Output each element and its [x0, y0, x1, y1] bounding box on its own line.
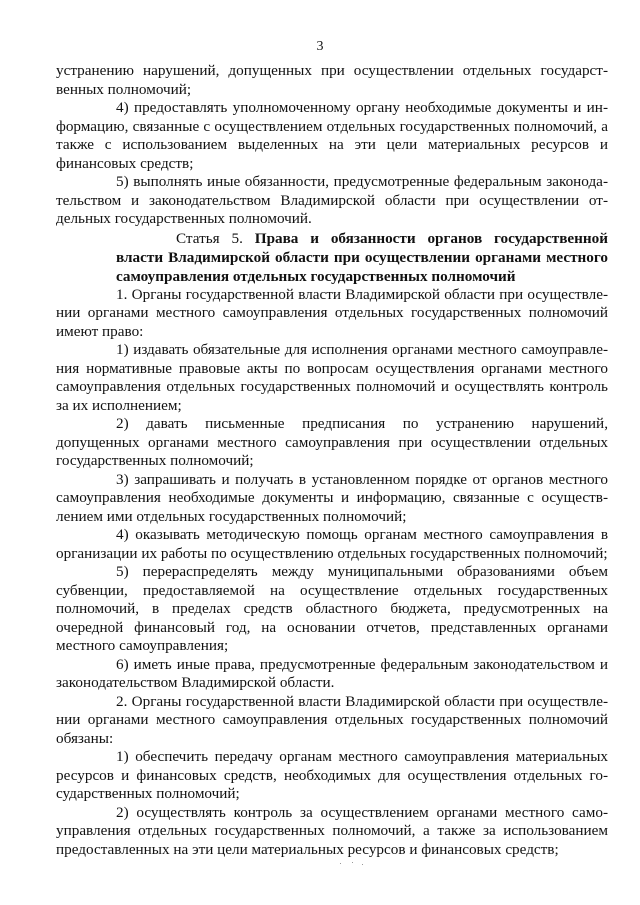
paragraph: 3) запрашивать и получать в установленном порядке от органов местного самоуправления необходимые документы и информацию, связанные с осуществлением ими отдельных государственных полномочий;	[56, 470, 608, 525]
article-heading	[56, 229, 608, 286]
document-body	[56, 62, 608, 859]
paragraph: 5) выполнять иные обязанности, предусмотренные федеральным законодательством и законодательством Владимирской области при осуществлении отдельных государственных полномочий.	[56, 173, 608, 227]
paragraph: 4) оказывать методическую помощь органам местного самоуправления в организации их работы по осуществлению отдельных государственных полномочий;	[56, 526, 608, 562]
paragraph: 5) перераспределять между муниципальными образованиями объем субвенции, предоставляемой на осуществление отдельных государственных полномочий, в пределах средств областного бюджета, предусмотренных на очередной финансовый год, на основании отчетов, представленных органами местного самоуправления;	[56, 563, 608, 654]
article-number-label: Статья 5.	[176, 229, 243, 247]
paragraph: 6) иметь иные права, предусмотренные федеральным законодательством и законодательством Владимирской области.	[56, 655, 608, 691]
scan-speck	[352, 862, 353, 863]
paragraph: устранению нарушений, допущенных при осуществлении отдельных государственных полномочий;	[56, 62, 608, 98]
paragraph: 2. Органы государственной власти Владимирской области при осуществлении органами местного самоуправления отдельных государственных полномочий обязаны:	[56, 692, 608, 747]
scan-speck	[340, 863, 341, 864]
page-number: 3	[316, 39, 324, 54]
paragraph: 1. Органы государственной власти Владимирской области при осуществлении органами местного самоуправления отдельных государственных полномочий имеют право:	[56, 285, 608, 340]
paragraph: 2) осуществлять контроль за осуществлением органами местного самоуправления отдельных государственных полномочий, а также за использованием предоставленных на эти цели материальных ресурсов и финансовых средств;	[56, 803, 608, 858]
article-title: Права и обязанности органов государственной власти Владимирской области при осуществлении органами местного самоуправления отдельных государственных полномочий	[116, 229, 609, 285]
scan-speck	[362, 864, 363, 865]
paragraph: 4) предоставлять уполномоченному органу необходимые документы и информацию, связанные с осуществлением отдельных государственных полномочий, а также с использованием выделенных на эти цели материальных ресурсов и финансовых средств;	[56, 99, 608, 172]
paragraph: 1) издавать обязательные для исполнения органами местного самоуправления нормативные правовые акты по вопросам осуществления органами местного самоуправления отдельных государственных полномочий и осуществлять контроль за их исполнением;	[56, 341, 608, 414]
paragraph: 1) обеспечить передачу органам местного самоуправления материальных ресурсов и финансовых средств, необходимых для осуществления отдельных государственных полномочий;	[56, 748, 608, 802]
scan-specks	[338, 862, 368, 865]
paragraph: 2) давать письменные предписания по устранению нарушений, допущенных органами местного самоуправления при осуществлении отдельных государственных полномочий;	[56, 415, 608, 469]
